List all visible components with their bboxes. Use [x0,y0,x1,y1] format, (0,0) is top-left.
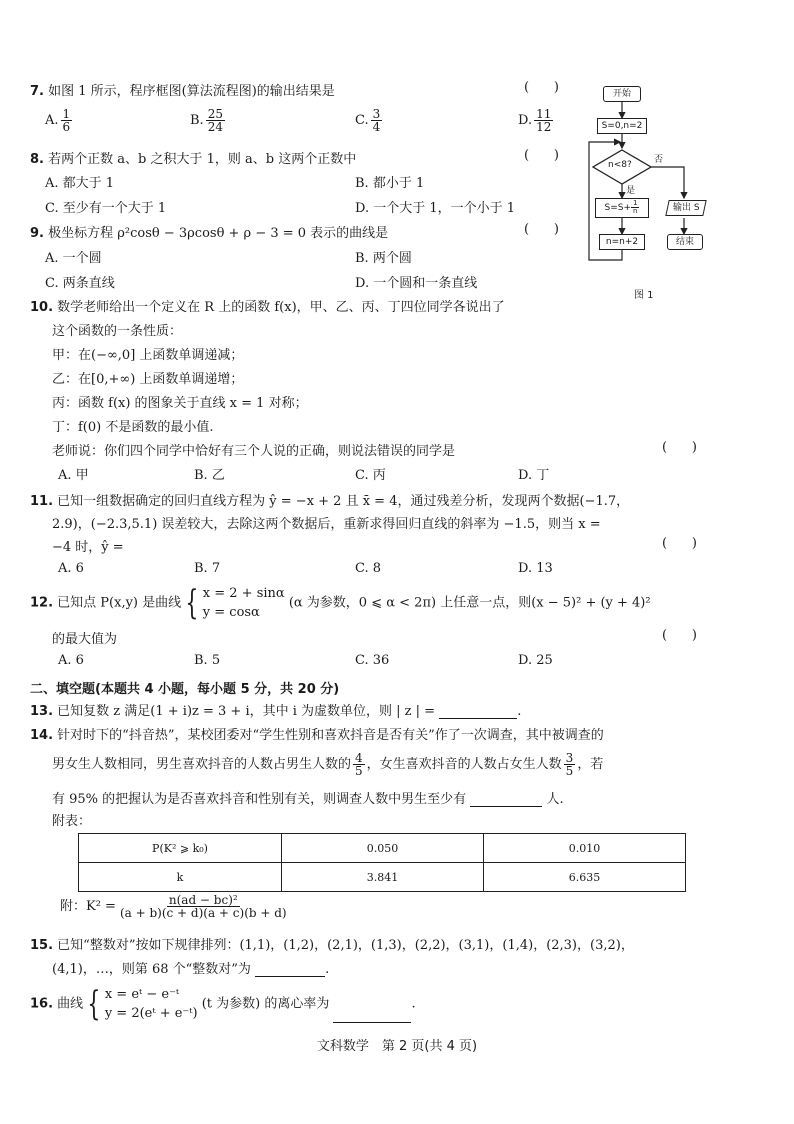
q12-stem [30,584,651,622]
q9-stem [30,222,388,241]
q14-line2 [52,752,603,777]
q11-line1: 已知一组数据确定的回归直线方程为 ŷ = −x + 2 且 x̄ = 4，通过残差分析，发现两个数据(−1.7， [57,494,630,509]
table-row [79,863,686,892]
q9-option-c: C. 两条直线 [45,276,115,291]
q15-end: . [325,962,330,977]
q16-post: (t 为参数) 的离心率为 [201,996,330,1012]
flow-assign [595,198,649,218]
q11-answer-paren: ( ) [662,536,697,551]
flow-assign-text: S=S+ [604,203,632,213]
q7-d-num: 11 [536,107,552,121]
figure-caption: 图 1 [634,290,654,301]
q12-option-d: D. 25 [518,653,553,668]
q15-line2-text: (4,1)，…，则第 68 个“整数对”为 [52,962,251,977]
q7-b-den: 24 [207,120,223,134]
q15-line2 [52,958,329,977]
q11-stem [30,490,629,509]
q7-option-b-fraction [206,108,225,133]
flow-start: 开始 [603,86,641,102]
q14-formula-num: n(ad − bc)² [168,893,238,907]
q12-line2: 的最大值为 [52,632,118,647]
q7-option-c-fraction [371,108,383,133]
q11-line2: 2.9)，(−2.3,5.1) 误差较大，去除这两个数据后，重新求得回归直线的斜率为 −1.5，则当 x = [52,517,601,532]
flow-output [665,200,706,216]
page-footer: 文科数学 第 2 页(共 4 页) [316,1039,478,1054]
q10-option-c: C. 丙 [355,468,386,483]
q7-a-den: 6 [62,120,71,134]
q10-option-b: B. 乙 [194,468,225,483]
q14-line2b: ，女生喜欢抖音的人数占女生人数 [366,757,562,772]
q15-line1: 已知“整数对”按如下规律排列：(1,1)，(1,2)，(2,1)，(1,3)，(2,2)，(3,1)，(1,4)，(2,3)，(3,2)， [57,938,634,953]
q7-stem [30,80,335,99]
flow-init: S=0,n=2 [597,118,647,134]
q13-text: 已知复数 z 满足(1 + i)z = 3 + i，其中 i 为虚数单位，则 | z | = [57,704,436,719]
flow-assign-fraction [631,200,639,215]
q15-answer-blank[interactable] [255,962,325,977]
q10-statement-bing: 丙：函数 f(x) 的图象关于直线 x = 1 对称； [52,396,308,411]
q8-stem [30,148,356,167]
q8-option-d: D. 一个大于 1，一个小于 1 [355,201,516,216]
q12-number: 12. [30,595,54,611]
q7-option-d [518,108,555,133]
q11-option-d: D. 13 [518,561,553,576]
q7-option-c [355,108,384,133]
q14-formula-fraction [118,894,289,919]
q7-text: 如图 1 所示，程序框图(算法流程图)的输出结果是 [48,84,335,99]
q10-line2: 这个函数的一条性质： [52,324,183,339]
q16-pre: 曲线 [57,996,84,1012]
q12-y-equation: y = cosα [202,605,260,620]
q10-option-d: D. 丁 [518,468,550,483]
q14-line1: 针对时下的“抖音热”，某校团委对“学生性别和喜欢抖音是否有关”作了一次调查，其中被调查的 [57,728,604,743]
flow-assign-num: 1 [633,199,638,207]
q7-b-num: 25 [207,107,223,121]
q9-option-b: B. 两个圆 [355,251,412,266]
q7-a-num: 1 [62,107,71,121]
q8-number: 8. [30,152,44,167]
q7-option-d-label: D. [518,113,533,128]
q9-number: 9. [30,226,44,241]
q10-statement-yi: 乙：在[0,+∞) 上函数单调递增； [52,372,244,387]
q8-option-a: A. 都大于 1 [45,176,115,191]
q11-option-a: A. 6 [58,561,84,576]
q10-teacher: 老师说：你们四个同学中恰好有三个人说的正确，则说法错误的同学是 [52,444,456,459]
table-header-010: 0.010 [484,834,686,863]
section-heading-fill-blank: 二、填空题(本题共 4 小题，每小题 5 分，共 20 分) [30,682,340,697]
q13-end: . [517,704,522,719]
q10-number: 10. [30,300,54,315]
q13-stem [30,700,521,719]
q14-f2-num: 3 [565,751,574,765]
flow-no-label: 否 [654,155,664,165]
q16-number: 16. [30,996,54,1012]
q15-stem [30,934,634,953]
q11-option-b: B. 7 [194,561,221,576]
q10-statement-jia: 甲：在(−∞,0] 上函数单调递减； [52,348,244,363]
q13-number: 13. [30,704,54,719]
q12-option-b: B. 5 [194,653,221,668]
q14-f2-den: 5 [565,764,574,778]
table-cell-3841: 3.841 [282,863,484,892]
q7-option-d-fraction [534,108,553,133]
q12-option-a: A. 6 [58,653,84,668]
q7-d-den: 12 [536,120,552,134]
table-header-050: 0.050 [282,834,484,863]
q16-end: . [411,996,416,1012]
table-header-p: P(K² ⩾ k₀) [79,834,282,863]
q10-line1: 数学老师给出一个定义在 R 上的函数 f(x)，甲、乙、丙、丁四位同学各说出了 [57,300,505,315]
q7-option-c-label: C. [355,113,369,128]
q16-answer-blank[interactable] [333,1008,411,1023]
q8-answer-paren: ( ) [524,148,559,163]
q14-appendix-label: 附表： [52,814,92,829]
q9-option-a: A. 一个圆 [45,251,102,266]
q10-answer-paren: ( ) [662,440,697,455]
q15-number: 15. [30,938,54,953]
q13-answer-blank[interactable] [439,704,517,719]
q16-stem [30,985,416,1023]
q10-option-a: A. 甲 [58,468,89,483]
q14-critical-value-table [78,833,686,892]
flowchart-figure-1 [583,82,713,272]
q14-fraction-girls [564,752,576,777]
table-cell-k: k [79,863,282,892]
q12-x-equation: x = 2 + sinα [202,586,285,601]
q9-answer-paren: ( ) [524,222,559,237]
q12-brace: { [185,583,199,623]
q8-text: 若两个正数 a、b 之积大于 1，则 a、b 这两个正数中 [48,152,357,167]
q16-brace: { [87,984,101,1024]
q11-line3: −4 时，ŷ = [52,540,124,555]
q11-option-c: C. 8 [355,561,382,576]
flow-condition: n<8? [608,160,632,170]
table-cell-6635: 6.635 [484,863,686,892]
q7-c-den: 4 [372,120,381,134]
q7-number: 7. [30,84,44,99]
q14-line2c: ，若 [577,757,604,772]
q14-formula-den: (a + b)(c + d)(a + c)(b + d) [119,906,287,920]
q14-formula-label: 附：K² = [60,899,116,914]
q14-number: 14. [30,728,54,743]
q12-param-system [203,584,285,622]
q14-f1-den: 5 [355,764,363,778]
flow-output-text: 输出 S [672,203,700,213]
q7-c-num: 3 [372,107,381,121]
q9-text: 极坐标方程 ρ²cosθ − 3ρcosθ + ρ − 3 = 0 表示的曲线是 [48,226,389,241]
q12-option-c: C. 36 [355,653,390,668]
table-row [79,834,686,863]
q14-line2a: 男女生人数相同，男生喜欢抖音的人数占男生人数的 [52,757,352,772]
q14-line3-text: 有 95% 的把握认为是否喜欢抖音和性别有关，则调查人数中男生至少有 [52,792,467,807]
q10-stem [30,296,505,315]
q7-option-b [190,108,227,133]
q14-f1-num: 4 [355,751,363,765]
q7-option-a-fraction [61,108,73,133]
q7-answer-paren: ( ) [524,80,559,95]
q7-option-b-label: B. [190,113,204,128]
q14-line3-end: 人. [546,792,564,807]
flow-end: 结束 [667,234,703,250]
q12-pre: 已知点 P(x,y) 是曲线 [57,595,182,611]
q12-post: (α 为参数，0 ⩽ α < 2π) 上任意一点，则(x − 5)² + (y + 4)² [288,595,651,611]
q8-option-c: C. 至少有一个大于 1 [45,201,167,216]
q14-k2-formula [60,894,291,919]
flow-increment: n=n+2 [599,234,645,250]
q10-statement-ding: 丁：f(0) 不是函数的最小值. [52,420,214,435]
q8-option-b: B. 都小于 1 [355,176,425,191]
q9-option-d: D. 一个圆和一条直线 [355,276,478,291]
q16-param-system [105,985,198,1023]
q16-x-equation: x = eᵗ − e⁻ᵗ [104,987,180,1002]
q7-option-a-label: A. [45,113,59,128]
q14-stem [30,724,604,743]
flow-assign-den: n [633,207,638,215]
q14-line3 [52,788,564,807]
q16-y-equation: y = 2(eᵗ + e⁻ᵗ) [104,1006,198,1021]
q12-answer-paren: ( ) [662,628,697,643]
q11-number: 11. [30,494,54,509]
q14-answer-blank[interactable] [470,792,542,807]
flow-yes-label: 是 [626,186,636,196]
q14-fraction-boys [353,752,365,777]
q7-option-a [45,108,74,133]
